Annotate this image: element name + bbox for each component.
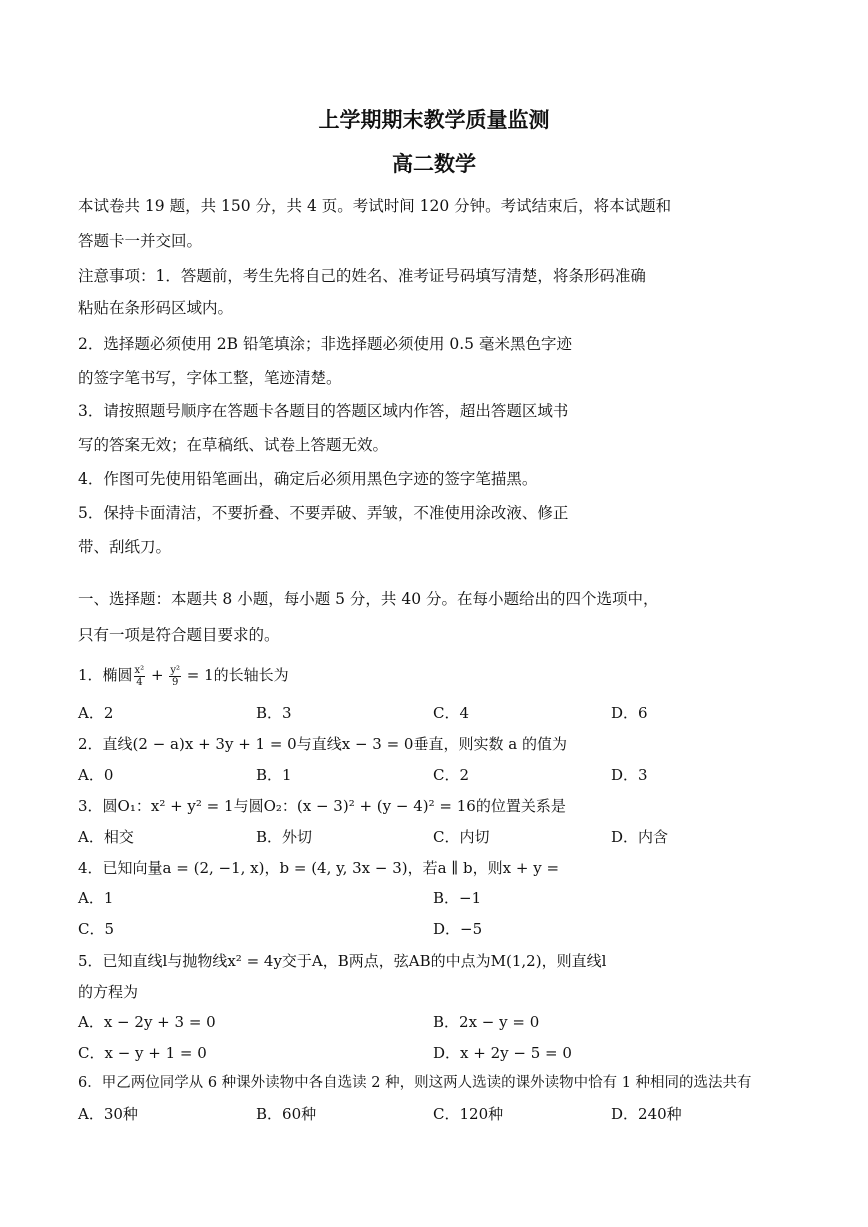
question-1-fraction-y-numerator: y²: [170, 664, 180, 676]
notice-1-line-2: 粘贴在条形码区域内。: [78, 299, 234, 317]
question-3-option-c: C．内切: [433, 828, 490, 846]
question-1-option-d: D．6: [611, 704, 648, 722]
notice-2-line-2: 的签字笔书写，字体工整，笔迹清楚。: [78, 369, 342, 387]
question-5-stem-line-1: 5．已知直线l与抛物线x² = 4y交于A，B两点，弦AB的中点为M(1,2)，则直线l: [78, 952, 607, 970]
question-1-prefix: 1．椭圆: [78, 666, 133, 684]
question-4-option-d: D．−5: [433, 920, 483, 938]
question-1-fraction-x: [134, 665, 146, 688]
question-2-option-c: C．2: [433, 766, 470, 784]
question-2-option-d: D．3: [611, 766, 648, 784]
notice-2-line-1: 2．选择题必须使用 2B 铅笔填涂；非选择题必须使用 0.5 毫米黑色字迹: [78, 335, 572, 353]
question-4-option-b: B．−1: [433, 889, 482, 907]
question-4-stem: 4．已知向量a = (2, −1, x)，b = (4, y, 3x − 3)，若a ∥ b，则x + y =: [78, 859, 560, 877]
section-1-heading-line-1: 一、选择题：本题共 8 小题，每小题 5 分，共 40 分。在每小题给出的四个选项中，: [78, 590, 659, 608]
question-1-fraction-x-numerator: x²: [134, 664, 145, 676]
question-1-suffix: = 1的长轴长为: [181, 666, 289, 684]
question-6-option-d: D．240种: [611, 1105, 682, 1123]
exam-subject: 高二数学: [392, 151, 476, 176]
question-3-stem: 3．圆O₁：x² + y² = 1与圆O₂：(x − 3)² + (y − 4)² = 16的位置关系是: [78, 797, 566, 815]
intro-line-2: 答题卡一并交回。: [78, 232, 203, 250]
intro-line-1: 本试卷共 19 题，共 150 分，共 4 页。考试时间 120 分钟。考试结束后，将本试题和: [78, 197, 672, 215]
exam-title: 上学期期末教学质量监测: [318, 107, 550, 132]
question-1-option-b: B．3: [256, 704, 292, 722]
notice-3-line-1: 3．请按照题号顺序在答题卡各题目的答题区域内作答，超出答题区域书: [78, 402, 569, 420]
question-6-option-b: B．60种: [256, 1105, 317, 1123]
question-1-plus: +: [146, 666, 169, 684]
question-1-stem: [78, 664, 798, 688]
question-2-option-a: A．0: [78, 766, 114, 784]
question-1-option-a: A．2: [78, 704, 114, 722]
notice-1-line-1: 注意事项：1．答题前，考生先将自己的姓名、准考证号码填写清楚，将条形码准确: [78, 267, 646, 285]
notice-5-line-1: 5．保持卡面清洁，不要折叠、不要弄破、弄皱，不准使用涂改液、修正: [78, 504, 569, 522]
question-4-option-a: A．1: [78, 889, 114, 907]
notice-5-line-2: 带、刮纸刀。: [78, 538, 172, 556]
question-5-stem-line-2: 的方程为: [78, 983, 139, 1001]
question-4-option-c: C．5: [78, 920, 115, 938]
question-6-option-c: C．120种: [433, 1105, 504, 1123]
notice-4-line-1: 4．作图可先使用铅笔画出，确定后必须用黑色字迹的签字笔描黑。: [78, 470, 538, 488]
question-6-stem: 6．甲乙两位同学从 6 种课外读物中各自选读 2 种，则这两人选读的课外读物中恰有 1 种相同的选法共有: [78, 1075, 752, 1091]
question-5-option-a: A．x − 2y + 3 = 0: [78, 1013, 216, 1031]
question-1-option-c: C．4: [433, 704, 470, 722]
question-3-option-d: D．内含: [611, 828, 669, 846]
question-1-fraction-y-denominator: 9: [171, 676, 179, 688]
question-2-stem: 2．直线(2 − a)x + 3y + 1 = 0与直线x − 3 = 0垂直，则实数 a 的值为: [78, 735, 567, 753]
question-5-option-b: B．2x − y = 0: [433, 1013, 540, 1031]
question-1-fraction-x-denominator: 4: [136, 676, 143, 688]
section-1-heading-line-2: 只有一项是符合题目要求的。: [78, 626, 280, 644]
notice-3-line-2: 写的答案无效；在草稿纸、试卷上答题无效。: [78, 436, 389, 454]
question-3-option-b: B．外切: [256, 828, 313, 846]
question-2-option-b: B．1: [256, 766, 292, 784]
question-5-option-d: D．x + 2y − 5 = 0: [433, 1044, 572, 1062]
question-6-option-a: A．30种: [78, 1105, 138, 1123]
question-5-option-c: C．x − y + 1 = 0: [78, 1044, 207, 1062]
question-3-option-a: A．相交: [78, 828, 134, 846]
question-1-fraction-y: [169, 665, 181, 688]
